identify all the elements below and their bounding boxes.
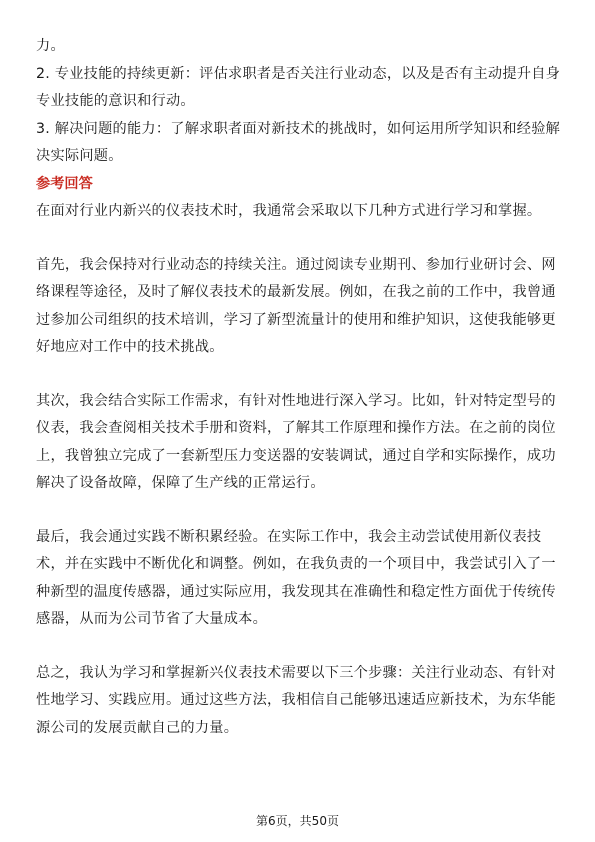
section-heading: 参考回答 bbox=[36, 175, 93, 192]
list-item-3-line: 3. 解决问题的能力：了解求职者面对新技术的挑战时，如何运用所学知识和经验解 bbox=[36, 120, 561, 137]
paragraph-1 bbox=[36, 252, 559, 362]
paragraph-line: 络课程等途径，及时了解仪表技术的最新发展。例如，在我之前的工作中，我曾通 bbox=[36, 284, 556, 300]
paragraph-line: 仪表，我会查阅相关技术手册和资料，了解其工作原理和操作方法。在之前的岗位 bbox=[36, 420, 556, 436]
page-content bbox=[36, 33, 559, 742]
paragraph-gap bbox=[36, 226, 559, 252]
paragraph-line: 性地学习、实践应用。通过这些方法，我相信自己能够迅速适应新技术，为东华能 bbox=[36, 692, 556, 708]
paragraph-2 bbox=[36, 388, 559, 498]
list-item-2-line: 专业技能的意识和行动。 bbox=[36, 93, 195, 109]
paragraph-4 bbox=[36, 660, 559, 743]
paragraph-line: 好地应对工作中的技术挑战。 bbox=[36, 339, 224, 355]
paragraph-line: 术，并在实践中不断优化和调整。例如，在我负责的一个项目中，我尝试引入了一 bbox=[36, 556, 556, 572]
paragraph-3 bbox=[36, 524, 559, 634]
paragraph-line: 上，我曾独立完成了一套新型压力变送器的安装调试，通过自学和实际操作，成功 bbox=[36, 447, 556, 464]
paragraph-line: 其次，我会结合实际工作需求，有针对性地进行深入学习。比如，针对特定型号的 bbox=[36, 392, 556, 409]
paragraph-gap bbox=[36, 362, 559, 388]
paragraph-line: 总之，我认为学习和掌握新兴仪表技术需要以下三个步骤：关注行业动态、有针对 bbox=[36, 664, 556, 681]
paragraph-line: 源公司的发展贡献自己的力量。 bbox=[36, 719, 239, 736]
paragraph-gap bbox=[36, 498, 559, 524]
page-number: 第6页，共50页 bbox=[256, 814, 339, 828]
paragraph-line: 首先，我会保持对行业动态的持续关注。通过阅读专业期刊、参加行业研讨会、网 bbox=[36, 256, 556, 273]
list-item-2-line: 2. 专业技能的持续更新：评估求职者是否关注行业动态，以及是否有主动提升自身 bbox=[36, 65, 561, 82]
paragraph-gap bbox=[36, 634, 559, 660]
paragraph-line: 种新型的温度传感器，通过实际应用，我发现其在准确性和稳定性方面优于传统传 bbox=[36, 583, 556, 600]
list-item-3-line: 决实际问题。 bbox=[36, 148, 123, 164]
answer-intro: 在面对行业内新兴的仪表技术时，我通常会采取以下几种方式进行学习和掌握。 bbox=[36, 203, 542, 219]
paragraph-line: 解决了设备故障，保障了生产线的正常运行。 bbox=[36, 475, 325, 491]
text-line: 力。 bbox=[36, 38, 65, 54]
paragraph-line: 感器，从而为公司节省了大量成本。 bbox=[36, 611, 268, 627]
paragraph-line: 最后，我会通过实践不断积累经验。在实际工作中，我会主动尝试使用新仪表技 bbox=[36, 528, 542, 545]
paragraph-line: 过参加公司组织的技术培训，学习了新型流量计的使用和维护知识，这使我能够更 bbox=[36, 311, 556, 328]
